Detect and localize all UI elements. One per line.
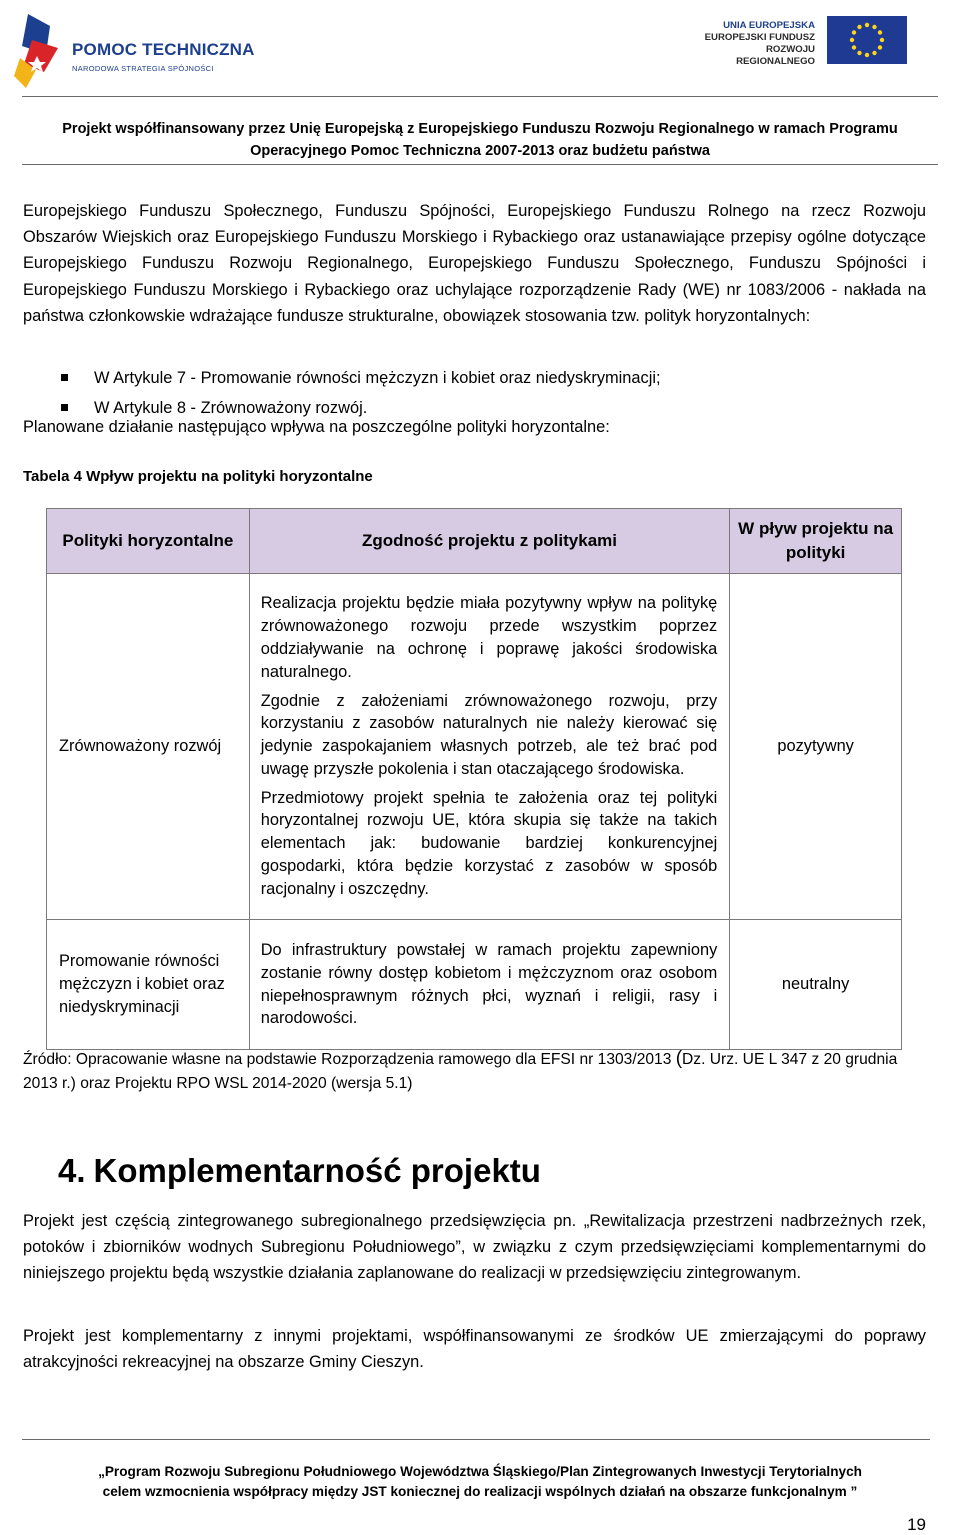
compliance-cell [249,920,730,1050]
source-prefix: Źródło: Opracowanie własne na podstawie Rozporządzenia ramowego dla EFSI nr 1303/2013 [23,1051,676,1068]
compliance-cell [249,574,730,920]
section-number: 4. [58,1152,86,1189]
header-cofinancing-text [0,118,960,162]
eu-logo-text [687,20,815,68]
planned-impact-line: Planowane działanie następująco wpływa na poszczególne polityki horyzontalne: [23,418,610,436]
logo-left-subtitle: NARODOWA STRATEGIA SPÓJNOŚCI [72,64,214,73]
page-number: 19 [907,1515,926,1534]
header-line-1: Projekt współfinansowany przez Unię Europejską z Europejskiego Funduszu Rozwoju Regionalnego w ramach Programu [62,121,898,137]
compliance-paragraph: Realizacja projektu będzie miała pozytywny wpływ na politykę zrównoważonego rozwoju przede wszystkim poprzez oddziaływanie na ochronę i poprawę jakości środowiska naturalnego. [260,594,718,681]
table-header-row [47,509,902,574]
section-heading [58,1152,541,1190]
table-row [47,920,902,1050]
intro-paragraph: Europejskiego Funduszu Społecznego, Funduszu Spójności, Europejskiego Funduszu Rolnego na rzecz Rozwoju Obszarów Wiejskich oraz Europejskiego Funduszu Morskiego i Rybackiego oraz ustanawiające przepisy ogólne dotyczące Europejskiego Funduszu Rozwoju Regionalnego, Europejskiego Funduszu Społecznego, Funduszu Spójności i Europejskiego Funduszu Morskiego i Rybackiego oraz uchylające rozporządzenie Rady (WE) nr 1083/2006 - nakłada na państwa członkowskie wdrażające fundusze strukturalne, obowiązek stosowania tzw. polityk horyzontalnych: [23,202,926,325]
eu-flag-icon [827,16,907,64]
policy-cell: Promowanie równości mężczyzn i kobiet oraz niedyskryminacji [47,920,250,1050]
complementarity-paragraph-1: Projekt jest częścią zintegrowanego subregionalnego przedsięwzięcia pn. „Rewitalizacja przestrzeni nadbrzeżnych rzek, potoków i zbiorników wodnych Subregionu Południowego”, w związku z czym przedsięwzięciami komplementarnymi do niniejszego projektu będą wszystkie działania zaplanowane do realizacji w przedsięwzięciu zintegrowanym. [23,1212,926,1283]
eu-logo [687,16,912,66]
header-top-divider [22,96,938,97]
header-line-2: Operacyjnego Pomoc Techniczna 2007-2013 oraz budżetu państwa [250,143,710,159]
section-title: Komplementarność projektu [93,1152,541,1189]
column-header-policies: Polityki horyzontalne [47,509,250,574]
footer-divider [22,1439,930,1440]
footer-line-2: celem wzmocnienia współpracy między JST koniecznej do realizacji wspólnych działań na obszarze funkcjonalnym ” [102,1484,858,1499]
column-header-compliance: Zgodność projektu z politykami [249,509,730,574]
footer-program-text [0,1462,960,1502]
compliance-paragraph: Do infrastruktury powstałej w ramach projektu zapewniony zostanie równy dostęp kobietom i mężczyznom oraz osobom niepełnosprawnym różnych płci, wyznań i religii, rasy i narodowości. [260,940,718,1028]
header-bottom-divider [22,164,938,165]
source-paren: ( [675,1048,683,1069]
eu-logo-line3: ROZWOJU REGIONALNEGO [736,44,815,67]
impact-cell: pozytywny [730,574,902,920]
table-caption: Tabela 4 Wpływ projektu na polityki horyzontalne [23,468,373,485]
complementarity-paragraph-2: Projekt jest komplementarny z innymi projektami, współfinansowanymi ze środków UE zmierzającymi do poprawy atrakcyjności rekreacyjnej na obszarze Gminy Cieszyn. [23,1327,926,1372]
policy-bullet-list [23,363,926,423]
table-row [47,574,902,920]
logo-left-name: POMOC TECHNICZNA [72,40,255,59]
column-header-impact: W pływ projektu na polityki [730,509,902,574]
pomoc-techniczna-logo [14,14,254,88]
bullet-text: W Artykule 7 - Promowanie równości mężczyzn i kobiet oraz niedyskryminacji; [94,369,661,387]
source-rest: Dz. Urz. UE L 347 z 20 grudnia 2013 r.) oraz Projektu RPO WSL 2014-2020 (wersja 5.1) [23,1051,898,1092]
eu-logo-line2: EUROPEJSKI FUNDUSZ [704,32,815,43]
compliance-paragraph: Zgodnie z założeniami zrównoważonego rozwoju, przy korzystaniu z zasobów naturalnych nie należy kierować się jedynie zaspokajaniem własnych potrzeb, ale też brać pod uwagę przyszłe pokolenia i stan otaczającego środowiska. [260,691,718,778]
bullet-text: W Artykule 8 - Zrównoważony rozwój. [94,399,368,417]
list-item [23,363,926,393]
compliance-paragraph: Przedmiotowy projekt spełnia te założenia oraz tej polityki horyzontalnej rozwoju UE, która skupia się także na takich elementach jak: budowanie bardziej konkurencyjnej gospodarki, która będzie korzystać z zasobów w sposób racjonalny i oszczędny. [260,788,718,898]
policy-cell: Zrównoważony rozwój [47,574,250,920]
impact-cell: neutralny [730,920,902,1050]
eu-logo-line1: UNIA EUROPEJSKA [723,20,815,31]
horizontal-policies-table [46,508,902,1050]
square-bullet-icon [61,404,68,411]
pomoc-techniczna-emblem-icon [14,14,64,88]
footer-line-1: „Program Rozwoju Subregionu Południowego Województwa Śląskiego/Plan Zintegrowanych Inwestycji Terytorialnych [98,1464,862,1479]
square-bullet-icon [61,374,68,381]
table-source-note [23,1047,926,1096]
